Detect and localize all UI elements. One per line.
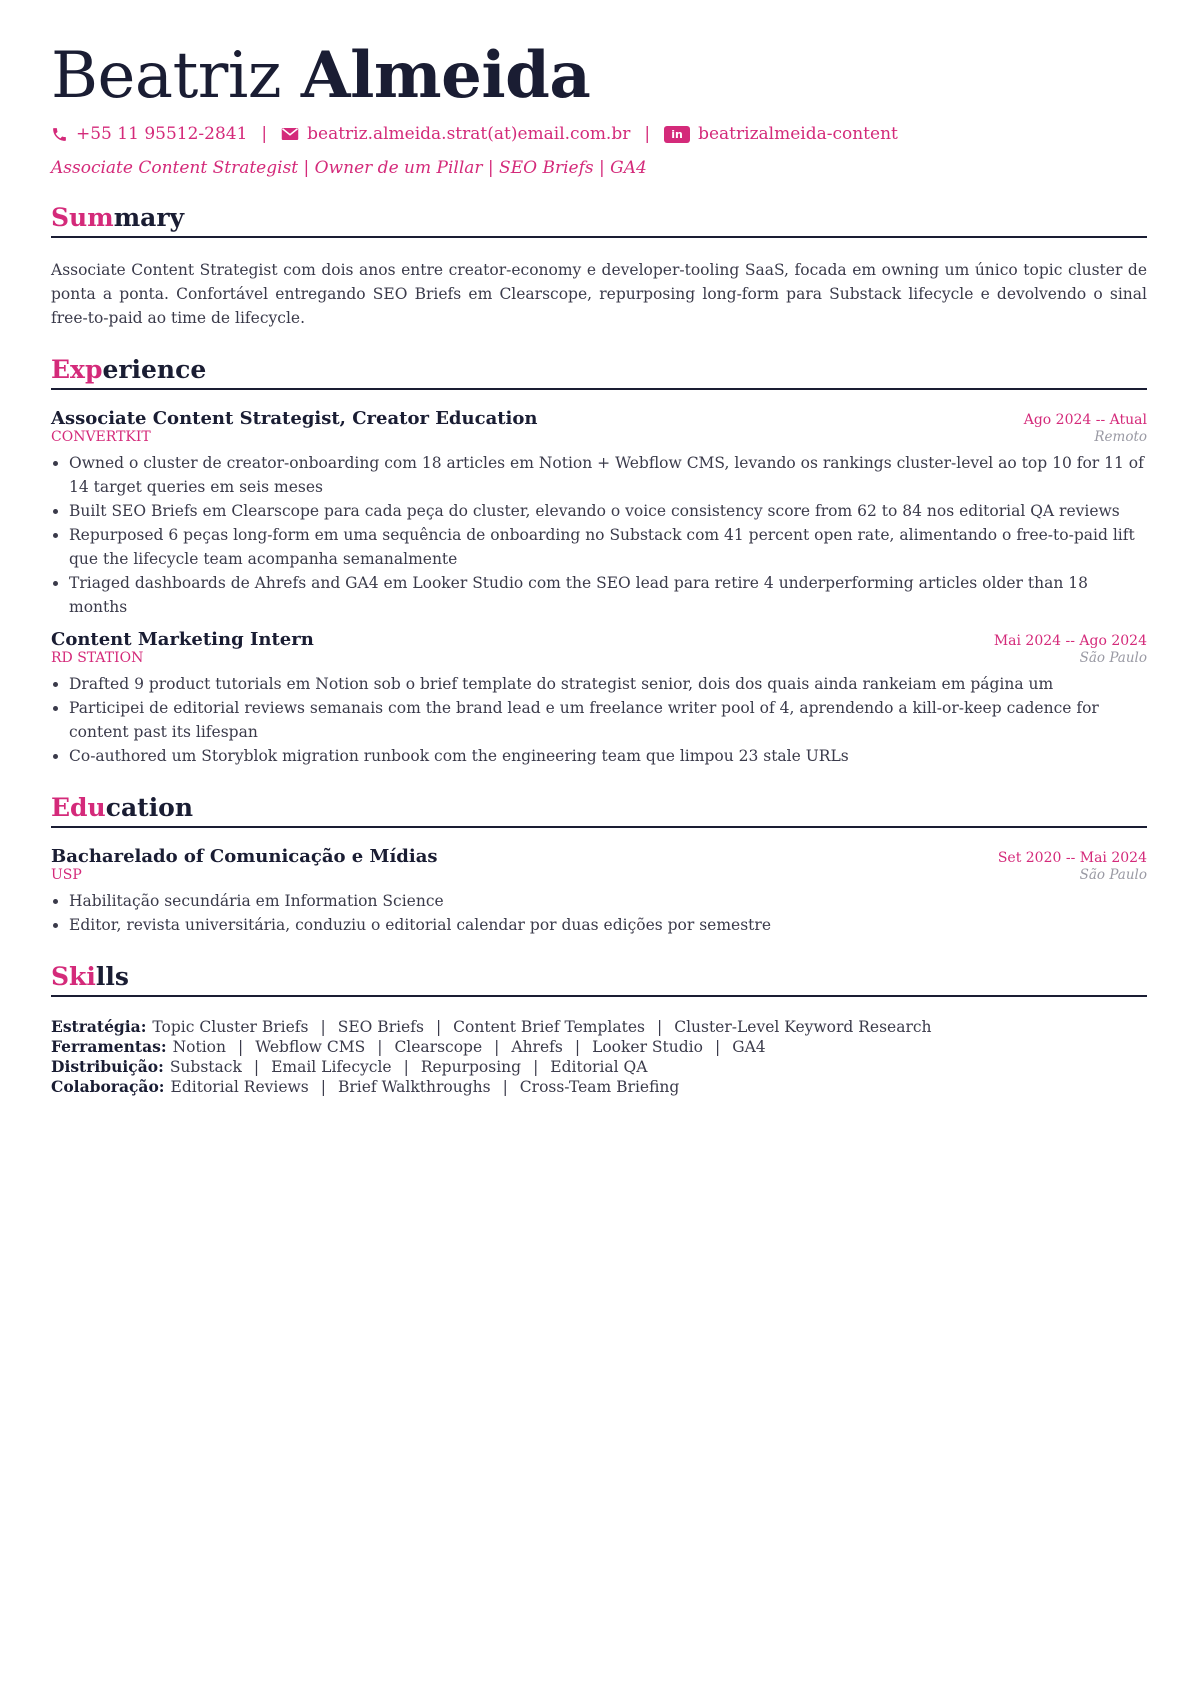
skill-item: Cluster-Level Keyword Research (674, 1018, 932, 1036)
job-bullets (51, 672, 1147, 768)
contact-separator: | (644, 124, 651, 144)
list-item: • Editor, revista universitária, conduziu o editorial calendar por duas edições por semestre (69, 913, 1147, 937)
skill-separator: | (502, 1078, 508, 1096)
skill-separator: | (435, 1018, 442, 1036)
contact-phone[interactable] (51, 124, 247, 144)
experience-section (51, 354, 1147, 768)
list-item: • Drafted 9 product tutorials em Notion sob o brief template do strategist senior, dois dos quais ainda rankeiam em página um (69, 672, 1147, 696)
list-item: • Owned o cluster de creator-onboarding com 18 articles em Notion + Webflow CMS, levando os rankings cluster-level ao top 10 for 11 of 14 target queries em seis meses (69, 451, 1147, 499)
job-bullets (51, 451, 1147, 619)
skill-item: Email Lifecycle (271, 1058, 392, 1076)
skill-separator: | (377, 1038, 383, 1056)
contact-email[interactable] (281, 124, 630, 144)
skill-item: Clearscope (394, 1038, 483, 1056)
skill-item: GA4 (732, 1038, 766, 1056)
skill-item: Webflow CMS (255, 1038, 366, 1056)
job-location: Remoto (1094, 429, 1147, 445)
candidate-name (51, 40, 1147, 112)
section-title: Skills (51, 961, 1147, 997)
linkedin-handle: beatrizalmeida-content (698, 124, 898, 144)
job-dates: Mai 2024 -- Ago 2024 (993, 633, 1147, 649)
skill-category: Ferramentas: (51, 1037, 167, 1056)
skill-item: SEO Briefs (337, 1018, 424, 1036)
education-section (51, 792, 1147, 937)
company-name: CONVERTKIT (51, 429, 151, 445)
phone-number: +55 11 95512-2841 (76, 124, 248, 144)
education-dates: Set 2020 -- Mai 2024 (997, 850, 1147, 866)
skill-item: Content Brief Templates (453, 1018, 645, 1036)
company-name: RD STATION (51, 650, 144, 666)
degree-title: Bacharelado of Comunicação e Mídias (51, 846, 438, 867)
skill-item: Editorial Reviews (170, 1078, 309, 1096)
linkedin-icon: in (664, 126, 690, 143)
contact-separator: | (261, 124, 268, 144)
phone-icon (51, 126, 68, 143)
school-name: USP (51, 867, 82, 883)
skill-row (51, 1057, 1147, 1077)
skill-item: Ahrefs (511, 1038, 563, 1056)
skill-separator: | (656, 1018, 663, 1036)
skill-row (51, 1037, 1147, 1057)
envelope-icon (281, 127, 299, 141)
summary-text: Associate Content Strategist com dois anos entre creator-economy e developer-tooling SaaS, focada em owning um único topic cluster de ponta a ponta. Confortável entregando SEO Briefs em Clearscope, repurposing long-form para Substack lifecycle e devolvendo o sinal free-to-paid ao time de lifecycle. (51, 261, 1147, 327)
skill-item: Repurposing (420, 1058, 522, 1076)
list-item: • Participei de editorial reviews semanais com the brand lead e um freelance writer pool of 4, aprendendo a kill-or-keep cadence for content past its lifespan (69, 696, 1147, 744)
resume-page (51, 40, 1147, 1097)
skill-item: Looker Studio (592, 1038, 703, 1056)
skill-separator: | (403, 1058, 409, 1076)
job-location: São Paulo (1079, 650, 1147, 666)
section-title: Education (51, 792, 1147, 828)
skills-section (51, 961, 1147, 1097)
skill-item: Notion (172, 1038, 226, 1056)
skill-separator: | (574, 1038, 581, 1056)
contact-linkedin[interactable] (664, 124, 898, 144)
contact-line (51, 124, 1147, 144)
last-name: Almeida (300, 38, 591, 113)
list-item: • Built SEO Briefs em Clearscope para cada peça do cluster, elevando o voice consistency score from 62 to 84 nos editorial QA reviews (69, 499, 1147, 523)
job-title: Content Marketing Intern (51, 629, 314, 650)
skill-row (51, 1017, 1147, 1037)
skill-item: Substack (169, 1058, 242, 1076)
skill-separator: | (714, 1038, 721, 1056)
skills-list (51, 1017, 1147, 1097)
skill-separator: | (533, 1058, 539, 1076)
skill-separator: | (253, 1058, 260, 1076)
skill-separator: | (320, 1018, 326, 1036)
skill-separator: | (494, 1038, 500, 1056)
list-item: • Repurposed 6 peças long-form em uma sequência de onboarding no Substack com 41 percent open rate, alimentando o free-to-paid lift que the lifecycle team acompanha semanalmente (69, 523, 1147, 571)
skill-item: Brief Walkthroughs (337, 1078, 491, 1096)
summary-section (51, 202, 1147, 330)
school-location: São Paulo (1079, 867, 1147, 883)
skill-category: Estratégia: (51, 1017, 147, 1036)
email-address: beatriz.almeida.strat(at)email.com.br (307, 124, 631, 144)
job-title: Associate Content Strategist, Creator Education (51, 408, 538, 429)
skill-category: Distribuição: (51, 1057, 164, 1076)
list-item: • Co-authored um Storyblok migration runbook com the engineering team que limpou 23 stale URLs (69, 744, 1147, 768)
first-name: Beatriz (51, 39, 282, 113)
skill-separator: | (237, 1038, 244, 1056)
experience-entry (51, 629, 1147, 768)
tagline: Associate Content Strategist | Owner de um Pillar | SEO Briefs | GA4 (51, 158, 647, 178)
education-bullets (51, 889, 1147, 937)
job-dates: Ago 2024 -- Atual (1023, 412, 1147, 428)
experience-entry (51, 408, 1147, 619)
skill-separator: | (320, 1078, 326, 1096)
skill-item: Topic Cluster Briefs (152, 1018, 309, 1036)
section-title: Experience (51, 354, 1147, 390)
skill-item: Editorial QA (550, 1058, 648, 1076)
skill-row (51, 1077, 1147, 1097)
list-item: • Triaged dashboards de Ahrefs and GA4 em Looker Studio com the SEO lead para retire 4 underperforming articles older than 18 months (69, 571, 1147, 619)
list-item: • Habilitação secundária em Information Science (69, 889, 1147, 913)
skill-category: Colaboração: (51, 1077, 165, 1096)
section-title: Summary (51, 202, 1147, 238)
education-entry (51, 846, 1147, 937)
skill-item: Cross-Team Briefing (519, 1078, 680, 1096)
